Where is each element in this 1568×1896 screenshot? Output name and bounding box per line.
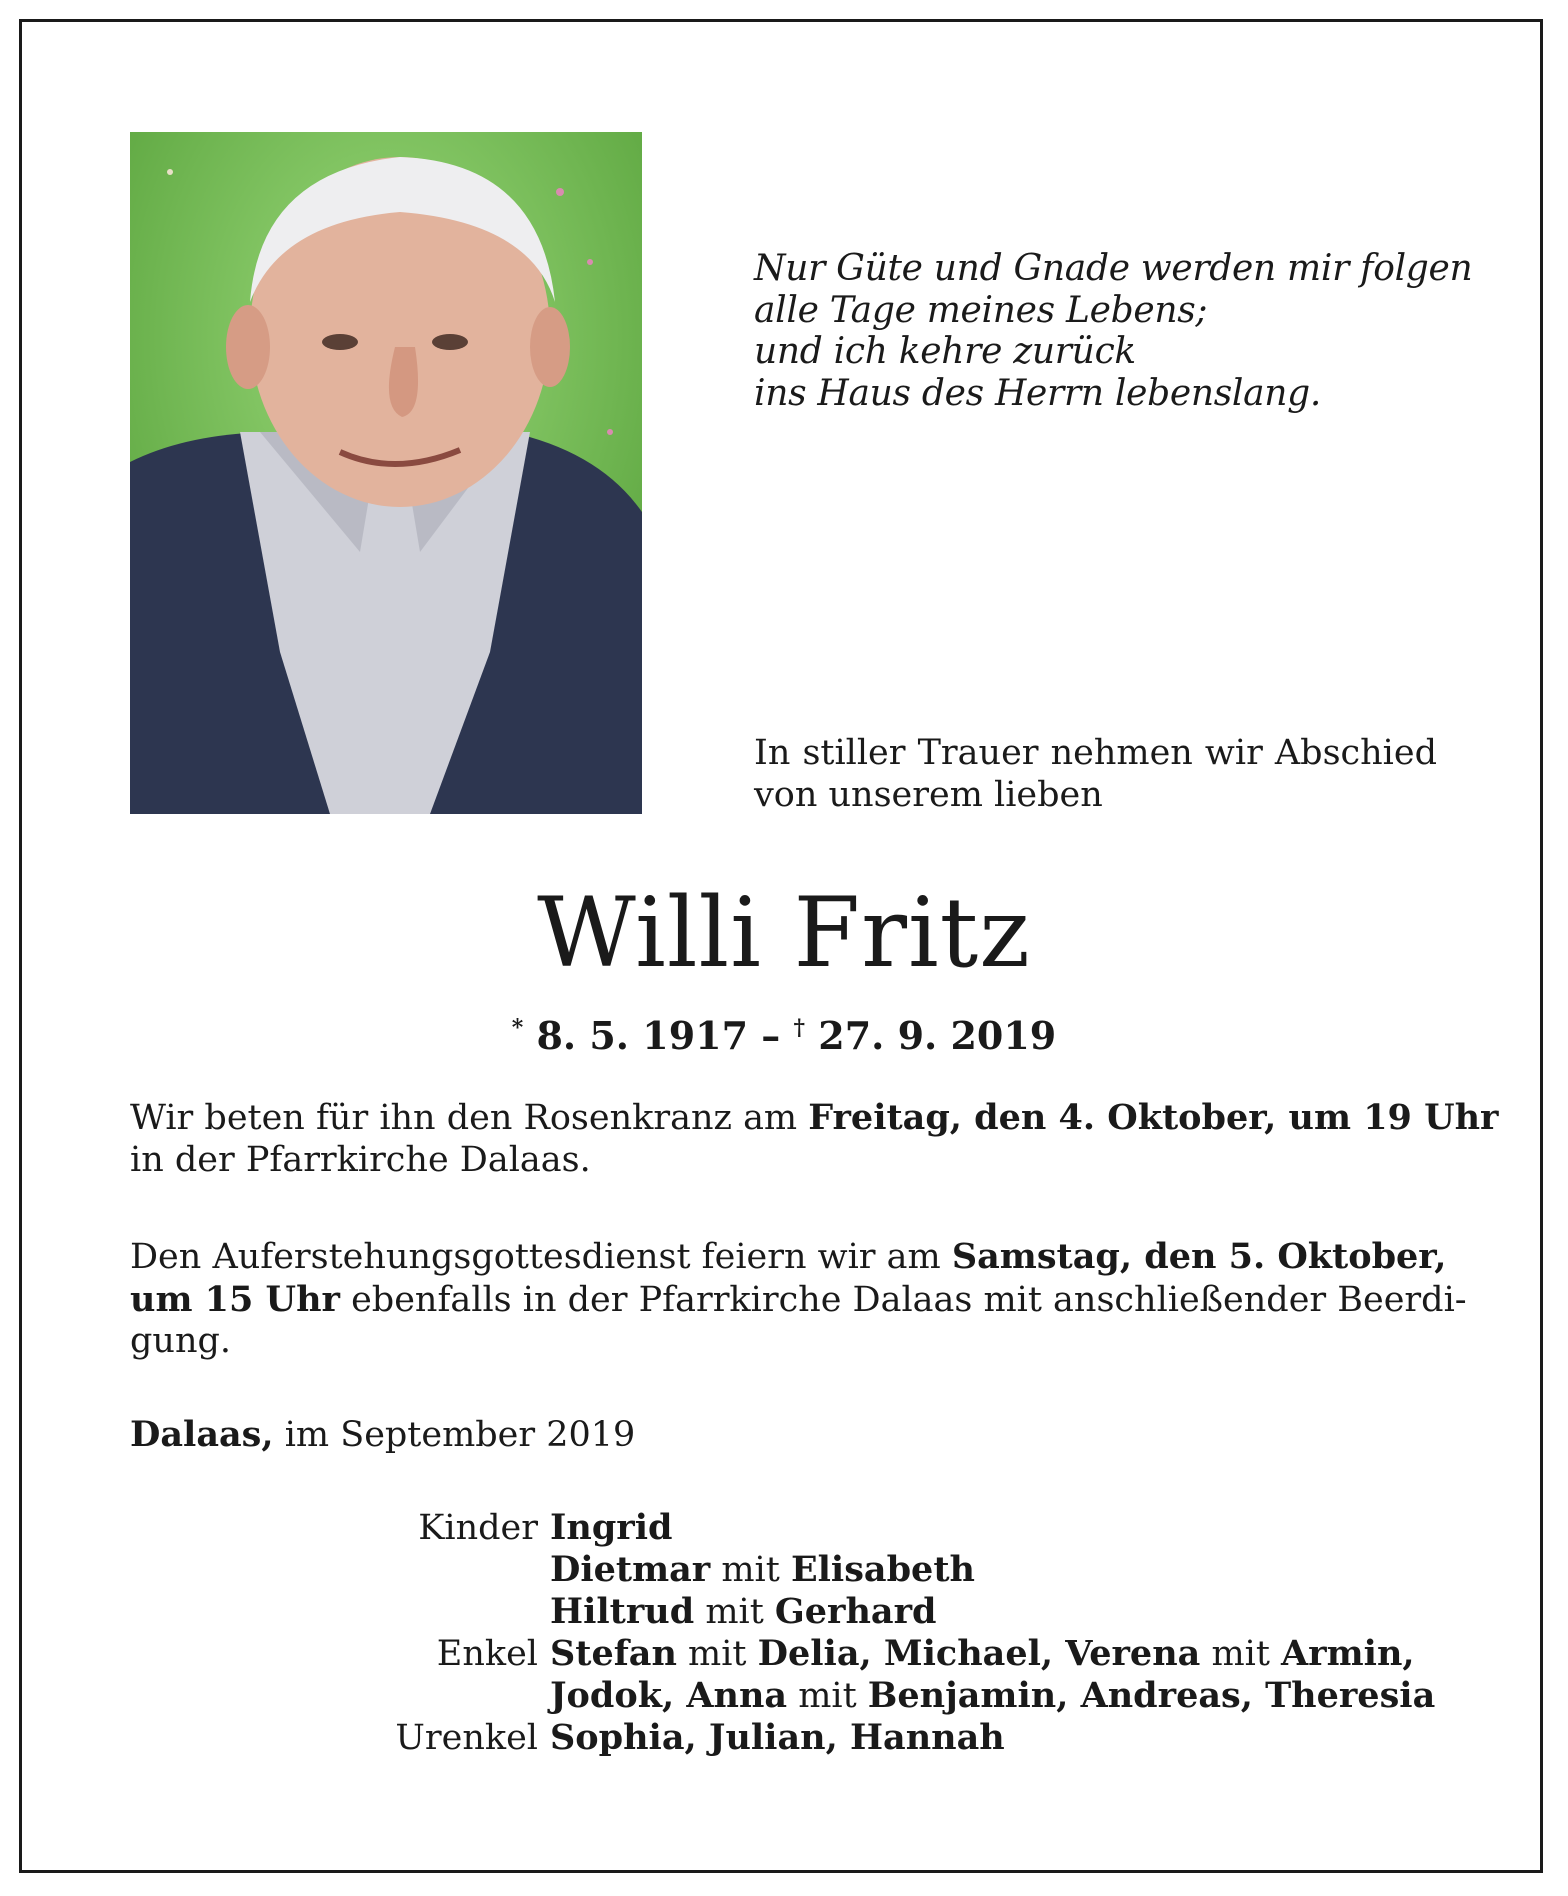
mourners-list: [300, 1507, 1435, 1759]
role-label: [300, 1675, 550, 1717]
name: Ingrid: [550, 1507, 673, 1548]
name: Sophia, Julian, Hannah: [550, 1717, 1005, 1758]
names: [550, 1717, 1005, 1759]
connector: mit: [710, 1550, 791, 1590]
role-label: Enkel: [436, 1634, 538, 1674]
service-location: ebenfalls in der Pfarrkirche Dalaas mit anschließender Beerdi-: [339, 1279, 1467, 1320]
name: Jodok, Anna: [550, 1675, 788, 1716]
bible-verse: [754, 248, 1472, 414]
names: [550, 1507, 673, 1549]
connector: mit: [676, 1634, 758, 1674]
name: Armin,: [1281, 1633, 1415, 1674]
verse-line: ins Haus des Herrn lebenslang.: [754, 372, 1322, 414]
rosary-text: Wir beten für ihn den Rosenkranz am: [130, 1098, 809, 1138]
intro-line: von unserem lieben: [754, 774, 1103, 815]
funeral-service-notice: [130, 1236, 1467, 1363]
rosary-notice: [130, 1097, 1499, 1181]
service-time: um 15 Uhr: [130, 1278, 340, 1320]
role-label: [300, 1591, 550, 1633]
names: [550, 1591, 937, 1633]
rosary-date: Freitag, den 4. Oktober, um 19 Uhr: [808, 1097, 1499, 1138]
birth-date: 8. 5. 1917: [536, 1013, 749, 1058]
notice-date: im September 2019: [273, 1415, 636, 1455]
names: [550, 1549, 975, 1591]
date-separator: –: [748, 1013, 794, 1058]
portrait-illustration: [130, 132, 642, 814]
family-row: [300, 1591, 1435, 1633]
rosary-line-1: [130, 1097, 1499, 1140]
connector: mit: [694, 1592, 775, 1632]
role-label: [300, 1549, 550, 1591]
service-line-2: [130, 1278, 1467, 1322]
family-row: [300, 1507, 1435, 1549]
deceased-name: Willi Fritz: [537, 877, 1031, 989]
birth-symbol: *: [511, 1015, 524, 1041]
death-symbol: †: [793, 1015, 806, 1041]
intro-line: In stiller Trauer nehmen wir Abschied: [754, 733, 1437, 773]
family-row: [300, 1549, 1435, 1591]
names: [550, 1633, 1415, 1675]
role-label: Urenkel: [395, 1718, 538, 1758]
name: Benjamin, Andreas, Theresia: [867, 1675, 1436, 1716]
verse-line: Nur Güte und Gnade werden mir folgen: [754, 248, 1473, 289]
service-line-3: gung.: [130, 1321, 232, 1361]
name: Hiltrud: [550, 1591, 695, 1632]
life-dates: [0, 1004, 1568, 1060]
rosary-line-2: in der Pfarrkirche Dalaas.: [130, 1139, 591, 1180]
name: Stefan: [550, 1633, 677, 1674]
family-row: [300, 1675, 1435, 1717]
family-row: [300, 1633, 1435, 1675]
place-name: Dalaas,: [130, 1414, 274, 1455]
verse-line: und ich kehre zurück: [754, 331, 1136, 372]
connector: mit: [1200, 1634, 1282, 1674]
verse-line: alle Tage meines Lebens;: [754, 289, 1208, 331]
names: [550, 1675, 1435, 1717]
service-text: Den Auferstehungsgottesdienst feiern wir am: [130, 1237, 952, 1277]
connector: mit: [787, 1676, 868, 1716]
service-date: Samstag, den 5. Oktober,: [951, 1236, 1447, 1277]
farewell-intro: [754, 733, 1437, 816]
portrait-photo: [130, 132, 642, 814]
service-line-1: [130, 1236, 1447, 1279]
name: Dietmar: [550, 1549, 711, 1590]
family-row: [300, 1717, 1435, 1759]
name: Delia, Michael, Verena: [757, 1633, 1201, 1674]
name: Elisabeth: [790, 1549, 975, 1590]
name: Gerhard: [774, 1591, 937, 1632]
place-and-date: [130, 1414, 635, 1457]
death-date: 27. 9. 2019: [818, 1013, 1057, 1058]
role-label: Kinder: [418, 1508, 538, 1548]
